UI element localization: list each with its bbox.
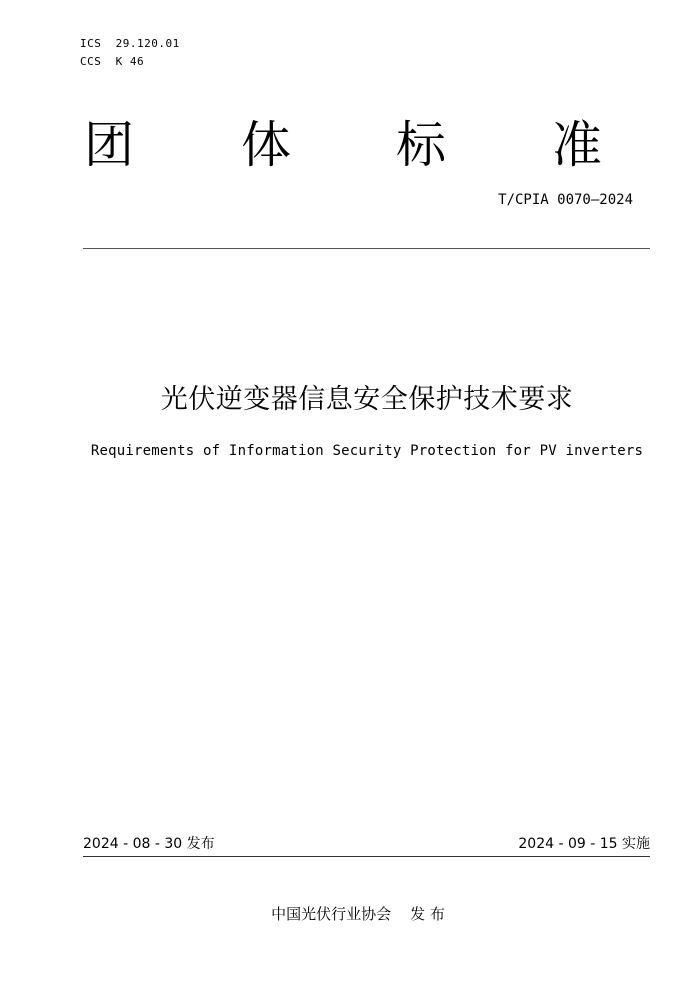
issue-date: 2024 - 08 - 30 发布 xyxy=(83,836,215,852)
bottom-divider xyxy=(83,856,650,857)
standard-type-char: 准 xyxy=(552,116,602,174)
top-divider xyxy=(83,248,650,249)
title-chinese: 光伏逆变器信息安全保护技术要求 xyxy=(160,384,574,415)
standard-type-char: 体 xyxy=(241,116,291,174)
classification-codes xyxy=(80,35,180,71)
publisher: 中国光伏行业协会 发 布 xyxy=(271,905,445,923)
implementation-date: 2024 - 09 - 15 实施 xyxy=(518,836,650,852)
standard-type-char: 标 xyxy=(396,116,446,174)
standard-type-char: 团 xyxy=(84,116,134,174)
ics-code: ICS 29.120.01 xyxy=(80,37,180,50)
ccs-code: CCS K 46 xyxy=(80,55,145,68)
title-english: Requirements of Information Security Protection for PV inverters xyxy=(90,443,644,459)
standard-type-heading xyxy=(84,110,604,180)
standard-number: T/CPIA 0070—2024 xyxy=(498,192,633,208)
